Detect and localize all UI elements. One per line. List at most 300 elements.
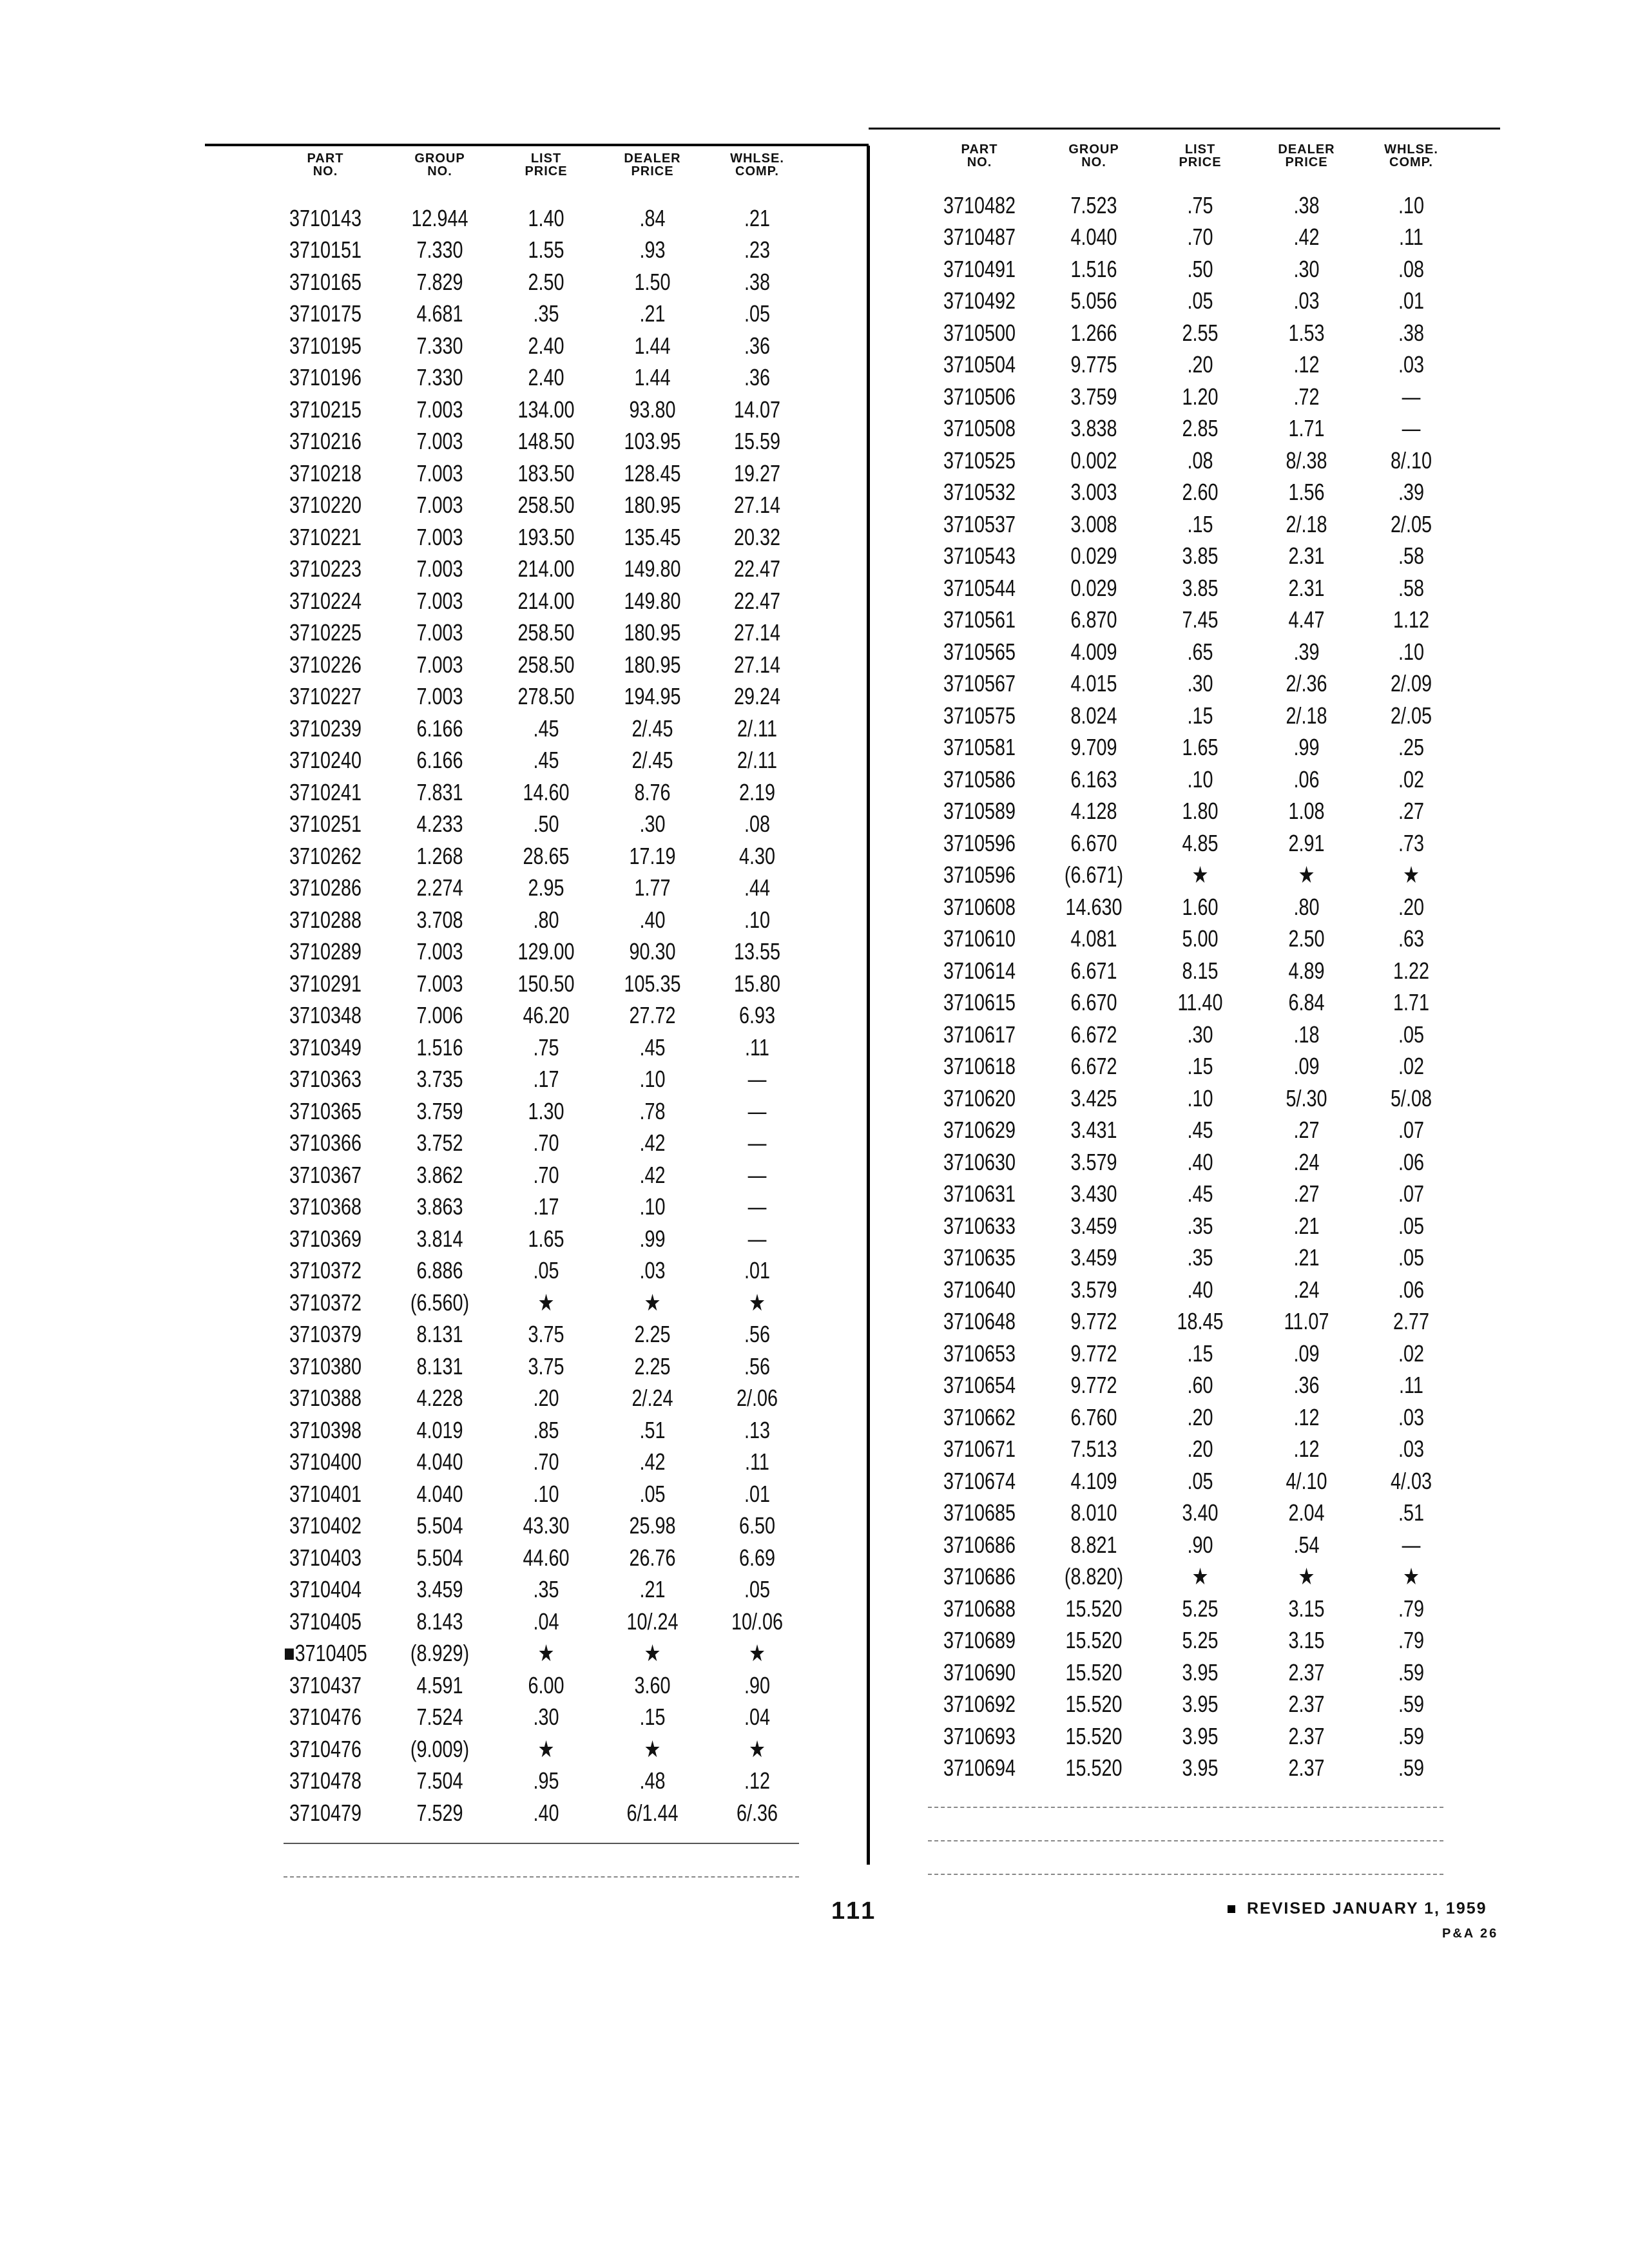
table-cell: 3710596 <box>943 829 1016 856</box>
table-cell: .59 <box>1398 1691 1425 1718</box>
table-cell: 4.081 <box>1070 925 1117 952</box>
left-price-table <box>264 152 809 1829</box>
table-cell: 3.95 <box>1182 1658 1219 1686</box>
table-row <box>264 1478 809 1510</box>
table-cell: .06 <box>1293 765 1320 793</box>
table-cell: 129.00 <box>517 938 575 965</box>
blank-fill-line <box>928 1840 1443 1841</box>
table-cell: .15 <box>1187 510 1213 537</box>
table-row <box>918 477 1463 509</box>
table-cell: 3710525 <box>943 447 1016 474</box>
table-cell: 7.513 <box>1070 1436 1117 1463</box>
page-number: 111 <box>831 1898 878 1925</box>
table-cell: .59 <box>1398 1658 1425 1686</box>
table-cell: 3.95 <box>1182 1754 1219 1782</box>
table-cell: 3710500 <box>943 319 1016 346</box>
table-row <box>918 1274 1463 1306</box>
table-row <box>264 1287 809 1319</box>
table-row <box>918 541 1463 573</box>
table-cell: 3710686 <box>943 1563 1016 1590</box>
table-row <box>264 1000 809 1032</box>
table-cell: 7.45 <box>1182 606 1219 633</box>
table-cell: 3710196 <box>289 364 362 391</box>
table-cell: 1.77 <box>634 874 671 901</box>
table-cell: 27.14 <box>733 651 781 678</box>
table-row <box>264 1191 809 1224</box>
table-cell: 3710565 <box>943 638 1016 665</box>
table-cell: 4.040 <box>416 1480 463 1507</box>
table-row <box>264 617 809 649</box>
table-cell: 3.003 <box>1070 479 1117 506</box>
table-cell: 5.056 <box>1070 287 1117 314</box>
table-cell: 3.759 <box>416 1097 463 1124</box>
table-cell: — <box>747 1161 767 1188</box>
table-cell: 134.00 <box>517 396 575 423</box>
table-row <box>264 202 809 235</box>
table-row <box>918 1338 1463 1370</box>
table-cell: — <box>1402 1531 1421 1558</box>
table-row <box>918 349 1463 381</box>
table-cell: .25 <box>1398 734 1425 761</box>
table-row <box>918 285 1463 318</box>
table-cell: 3710630 <box>943 1148 1016 1175</box>
table-cell: 3710581 <box>943 734 1016 761</box>
table-cell: .10 <box>1398 191 1425 218</box>
table-cell: .01 <box>1398 287 1425 314</box>
table-cell: 3710596 <box>943 861 1016 889</box>
table-cell: 3710544 <box>943 574 1016 601</box>
table-cell: 3.85 <box>1182 543 1219 570</box>
table-cell: .65 <box>1187 638 1213 665</box>
table-cell: .35 <box>533 1576 559 1603</box>
header-part-no: PART NO. <box>307 151 344 178</box>
table-cell: 19.27 <box>733 459 781 486</box>
table-cell: — <box>747 1129 767 1157</box>
table-row <box>264 809 809 841</box>
table-row <box>918 796 1463 828</box>
table-cell: .80 <box>1293 893 1320 920</box>
table-cell: 3710618 <box>943 1053 1016 1080</box>
table-cell: .11 <box>1399 1372 1423 1399</box>
table-cell: 278.50 <box>517 683 575 710</box>
table-row <box>264 1414 809 1446</box>
table-cell: .56 <box>744 1352 771 1379</box>
table-cell: 8.15 <box>1182 957 1219 984</box>
table-cell: 3.95 <box>1182 1722 1219 1749</box>
table-cell: 6.93 <box>738 1002 776 1029</box>
table-cell: 1.50 <box>634 268 671 295</box>
table-cell: 2.60 <box>1182 479 1219 506</box>
table-cell: 9.772 <box>1070 1372 1117 1399</box>
table-row <box>264 1574 809 1606</box>
table-cell: 3.759 <box>1070 383 1117 410</box>
table-cell: .08 <box>1398 255 1425 282</box>
table-cell: .90 <box>744 1671 771 1698</box>
table-cell: ★ <box>749 1289 766 1316</box>
table-row <box>264 872 809 905</box>
table-cell: (9.009) <box>410 1735 470 1762</box>
table-cell: 3.863 <box>416 1193 463 1220</box>
table-cell: .27 <box>1398 798 1425 825</box>
table-cell: .11 <box>1399 224 1423 251</box>
table-cell: 2/.45 <box>631 715 673 742</box>
table-cell: 6.672 <box>1070 1021 1117 1048</box>
table-cell: .07 <box>1398 1117 1425 1144</box>
table-cell: 2/.45 <box>631 747 673 774</box>
table-row <box>264 840 809 872</box>
table-cell: 2/.05 <box>1390 702 1432 729</box>
table-cell: 3.459 <box>1070 1212 1117 1239</box>
table-cell: 7.003 <box>416 619 463 646</box>
table-cell: 93.80 <box>629 396 676 423</box>
table-cell: 3710372 <box>289 1257 362 1284</box>
table-cell: .99 <box>1293 734 1320 761</box>
table-row <box>918 1082 1463 1115</box>
table-row <box>264 521 809 553</box>
table-cell: 194.95 <box>624 683 681 710</box>
table-cell: .60 <box>1187 1372 1213 1399</box>
table-cell: .09 <box>1293 1053 1320 1080</box>
table-cell: 105.35 <box>624 970 681 997</box>
table-cell: 15.520 <box>1065 1754 1123 1782</box>
header-whlse-comp: WHLSE. COMP. <box>1384 142 1438 169</box>
table-cell: 3710369 <box>289 1225 362 1252</box>
table-cell: 2.50 <box>1288 925 1325 952</box>
table-cell: 3710586 <box>943 765 1016 793</box>
left-table-header <box>264 152 809 198</box>
table-cell: 2.25 <box>634 1321 671 1348</box>
table-cell: .24 <box>1293 1148 1320 1175</box>
table-cell: 3.459 <box>1070 1244 1117 1271</box>
table-cell: .90 <box>1187 1531 1213 1558</box>
table-cell: .36 <box>744 332 771 359</box>
table-cell: 3710365 <box>289 1097 362 1124</box>
table-cell: .21 <box>1293 1244 1320 1271</box>
table-cell: .05 <box>1187 1467 1213 1494</box>
table-cell: 3.85 <box>1182 574 1219 601</box>
table-cell: 3710400 <box>289 1448 362 1475</box>
table-cell: 4.109 <box>1070 1467 1117 1494</box>
table-cell: .35 <box>1187 1244 1213 1271</box>
table-cell: .10 <box>1187 1084 1213 1111</box>
table-cell: 3.60 <box>634 1671 671 1698</box>
table-cell: 3710226 <box>289 651 362 678</box>
table-cell: 3.459 <box>416 1576 463 1603</box>
table-cell: 8.010 <box>1070 1499 1117 1526</box>
table-cell: .42 <box>639 1161 666 1188</box>
table-cell: 7.003 <box>416 970 463 997</box>
table-cell: .08 <box>1187 447 1213 474</box>
table-cell: ★ <box>644 1289 661 1316</box>
table-cell: 3710143 <box>289 204 362 231</box>
table-cell: 193.50 <box>517 523 575 550</box>
table-row <box>264 330 809 362</box>
table-row <box>918 1434 1463 1466</box>
table-cell: 26.76 <box>629 1544 676 1571</box>
table-cell: 15.520 <box>1065 1595 1123 1622</box>
table-cell: .84 <box>639 204 666 231</box>
table-cell: ★ <box>1403 1563 1420 1590</box>
table-cell: .36 <box>744 364 771 391</box>
table-cell: 3.862 <box>416 1161 463 1188</box>
table-cell: .54 <box>1293 1531 1320 1558</box>
table-cell: 3710610 <box>943 925 1016 952</box>
table-cell: .20 <box>533 1385 559 1412</box>
table-cell: .12 <box>1293 351 1320 378</box>
table-row <box>264 1733 809 1765</box>
table-cell: 6.00 <box>528 1671 564 1698</box>
table-cell: 7.003 <box>416 396 463 423</box>
table-cell: 3710482 <box>943 191 1016 218</box>
table-cell: 27.14 <box>733 492 781 519</box>
table-cell: 9.709 <box>1070 734 1117 761</box>
table-cell: 2.95 <box>528 874 564 901</box>
table-cell: 1.22 <box>1393 957 1430 984</box>
table-cell: .06 <box>1398 1276 1425 1303</box>
table-cell: 3.40 <box>1182 1499 1219 1526</box>
table-cell: .24 <box>1293 1276 1320 1303</box>
table-cell: 1.56 <box>1288 479 1325 506</box>
header-dealer-price: DEALER PRICE <box>624 151 681 178</box>
table-row <box>264 1095 809 1128</box>
table-cell: .05 <box>1398 1021 1425 1048</box>
table-cell: 7.003 <box>416 459 463 486</box>
table-cell: .93 <box>639 236 666 264</box>
table-cell: 17.19 <box>629 842 676 869</box>
table-row <box>918 1370 1463 1402</box>
table-cell: 1.268 <box>416 842 463 869</box>
table-cell: .17 <box>533 1193 559 1220</box>
table-cell: 180.95 <box>624 619 681 646</box>
table-cell: .01 <box>744 1480 771 1507</box>
table-cell: 5.25 <box>1182 1595 1219 1622</box>
table-cell: 2/.18 <box>1286 702 1327 729</box>
table-cell: 3710478 <box>289 1767 362 1794</box>
table-cell: 6.672 <box>1070 1053 1117 1080</box>
table-cell: .30 <box>1293 255 1320 282</box>
table-cell: 3710216 <box>289 428 362 455</box>
table-row <box>264 1128 809 1160</box>
table-cell: .02 <box>1398 765 1425 793</box>
blank-fill-line <box>284 1843 799 1844</box>
table-cell: 3710537 <box>943 510 1016 537</box>
table-cell: 6/1.44 <box>626 1799 679 1826</box>
table-cell: 3710175 <box>289 300 362 327</box>
table-row <box>918 1019 1463 1051</box>
table-row <box>264 394 809 426</box>
table-row <box>264 1159 809 1191</box>
table-cell: 3.425 <box>1070 1084 1117 1111</box>
table-row <box>264 266 809 298</box>
table-row <box>918 891 1463 923</box>
table-cell: .48 <box>639 1767 666 1794</box>
table-cell: — <box>1402 415 1421 442</box>
table-cell: 4.85 <box>1182 829 1219 856</box>
table-cell: 2.77 <box>1393 1308 1430 1335</box>
table-cell: 3710640 <box>943 1276 1016 1303</box>
table-cell: .15 <box>639 1704 666 1731</box>
table-cell: 8/.38 <box>1286 447 1327 474</box>
table-cell: (6.671) <box>1064 861 1124 889</box>
table-cell: 3710504 <box>943 351 1016 378</box>
table-row <box>264 904 809 936</box>
table-cell: 2/.05 <box>1390 510 1432 537</box>
top-rule-right <box>869 128 1500 130</box>
table-cell: 103.95 <box>624 428 681 455</box>
table-cell: 3710608 <box>943 893 1016 920</box>
table-cell: 214.00 <box>517 587 575 614</box>
table-cell: 3710151 <box>289 236 362 264</box>
table-cell: .10 <box>533 1480 559 1507</box>
table-cell: 2.55 <box>1182 319 1219 346</box>
table-row <box>918 445 1463 477</box>
table-cell: 2/.36 <box>1286 670 1327 697</box>
table-cell: 3710165 <box>289 268 362 295</box>
table-cell: 3710220 <box>289 492 362 519</box>
table-cell: 8.821 <box>1070 1531 1117 1558</box>
table-cell: .70 <box>1187 224 1213 251</box>
table-cell: 9.772 <box>1070 1308 1117 1335</box>
table-cell: 3710223 <box>289 555 362 582</box>
table-row <box>264 745 809 777</box>
table-row <box>264 649 809 681</box>
table-cell: 258.50 <box>517 619 575 646</box>
table-cell: 5/.08 <box>1390 1084 1432 1111</box>
right-price-table <box>918 143 1463 1784</box>
table-cell: 3710405 <box>289 1608 362 1635</box>
table-cell: .04 <box>744 1704 771 1731</box>
table-cell: 3710508 <box>943 415 1016 442</box>
table-row <box>264 1255 809 1287</box>
table-cell: 3710654 <box>943 1372 1016 1399</box>
table-cell: .13 <box>744 1416 771 1443</box>
table-cell: 3.75 <box>528 1352 564 1379</box>
table-row <box>264 235 809 267</box>
table-cell: .42 <box>1293 224 1320 251</box>
table-cell: 5.25 <box>1182 1627 1219 1654</box>
table-cell: 3.95 <box>1182 1691 1219 1718</box>
table-cell: .45 <box>533 715 559 742</box>
table-row <box>264 1223 809 1255</box>
table-cell: ★ <box>644 1640 661 1667</box>
table-cell: .45 <box>1187 1180 1213 1207</box>
table-row <box>264 681 809 713</box>
table-cell: 3710492 <box>943 287 1016 314</box>
table-cell: .05 <box>744 1576 771 1603</box>
table-row <box>264 1510 809 1542</box>
table-row <box>264 1542 809 1574</box>
table-cell: 3710225 <box>289 619 362 646</box>
table-cell: 25.98 <box>629 1512 676 1539</box>
table-row <box>264 426 809 458</box>
table-cell: 2.31 <box>1288 543 1325 570</box>
table-row <box>918 764 1463 796</box>
table-row <box>264 713 809 745</box>
table-cell: 3710479 <box>289 1799 362 1826</box>
table-cell: 3710404 <box>289 1576 362 1603</box>
table-cell: 1.55 <box>528 236 564 264</box>
table-cell: 3710617 <box>943 1021 1016 1048</box>
table-cell: 4.128 <box>1070 798 1117 825</box>
table-cell: .51 <box>639 1416 666 1443</box>
table-cell: 1.71 <box>1288 415 1325 442</box>
table-cell: .21 <box>639 1576 666 1603</box>
table-cell: 1.60 <box>1182 893 1219 920</box>
table-row <box>918 827 1463 860</box>
table-cell: 2.85 <box>1182 415 1219 442</box>
table-row <box>918 1306 1463 1338</box>
table-row <box>918 1561 1463 1593</box>
table-cell: 2.37 <box>1288 1722 1325 1749</box>
table-cell: 3710689 <box>943 1627 1016 1654</box>
table-cell: 3710694 <box>943 1754 1016 1782</box>
table-cell: 1.08 <box>1288 798 1325 825</box>
blank-fill-line <box>928 1874 1443 1875</box>
table-cell: 6.760 <box>1070 1403 1117 1430</box>
table-cell: .85 <box>533 1416 559 1443</box>
revision-date: REVISED JANUARY 1, 1959 <box>1247 1899 1487 1917</box>
table-cell: ★ <box>537 1735 555 1762</box>
table-cell: 18.45 <box>1177 1308 1224 1335</box>
table-cell: 3710692 <box>943 1691 1016 1718</box>
table-cell: 3710620 <box>943 1084 1016 1111</box>
table-cell: ★ <box>1298 861 1315 889</box>
table-cell: 3710291 <box>289 970 362 997</box>
table-cell: 4.040 <box>1070 224 1117 251</box>
table-cell: 3710215 <box>289 396 362 423</box>
table-cell: 1.71 <box>1393 989 1430 1016</box>
table-cell: 8.131 <box>416 1352 463 1379</box>
table-cell: 2.37 <box>1288 1658 1325 1686</box>
table-cell: 2.37 <box>1288 1691 1325 1718</box>
table-cell: .17 <box>533 1066 559 1093</box>
table-cell: (6.560) <box>410 1289 470 1316</box>
table-row <box>918 1401 1463 1434</box>
table-cell: .02 <box>1398 1053 1425 1080</box>
table-cell: 27.72 <box>629 1002 676 1029</box>
table-cell: 1.65 <box>528 1225 564 1252</box>
table-cell: .05 <box>744 300 771 327</box>
table-cell: 7.524 <box>416 1704 463 1731</box>
table-cell: .42 <box>639 1448 666 1475</box>
table-cell: 6.670 <box>1070 829 1117 856</box>
table-cell: .40 <box>533 1799 559 1826</box>
table-cell: 5/.30 <box>1286 1084 1327 1111</box>
table-row <box>264 1383 809 1415</box>
table-cell: 3710575 <box>943 702 1016 729</box>
table-cell: 9.775 <box>1070 351 1117 378</box>
table-cell: .02 <box>1398 1340 1425 1367</box>
table-cell: 13.55 <box>733 938 781 965</box>
table-row <box>918 955 1463 987</box>
table-cell: ★ <box>1191 1563 1209 1590</box>
table-row <box>918 987 1463 1019</box>
table-cell: 44.60 <box>523 1544 570 1571</box>
table-cell: 4.019 <box>416 1416 463 1443</box>
table-cell: .30 <box>533 1704 559 1731</box>
table-cell: .09 <box>1293 1340 1320 1367</box>
table-cell: 3710288 <box>289 906 362 933</box>
table-cell: 3.15 <box>1288 1595 1325 1622</box>
table-cell: 3710567 <box>943 670 1016 697</box>
table-row <box>918 732 1463 764</box>
table-cell: 3710402 <box>289 1512 362 1539</box>
table-cell: 29.24 <box>733 683 781 710</box>
table-cell: 15.80 <box>733 970 781 997</box>
table-cell: 7.504 <box>416 1767 463 1794</box>
table-cell: .58 <box>1398 574 1425 601</box>
table-cell: .01 <box>744 1257 771 1284</box>
